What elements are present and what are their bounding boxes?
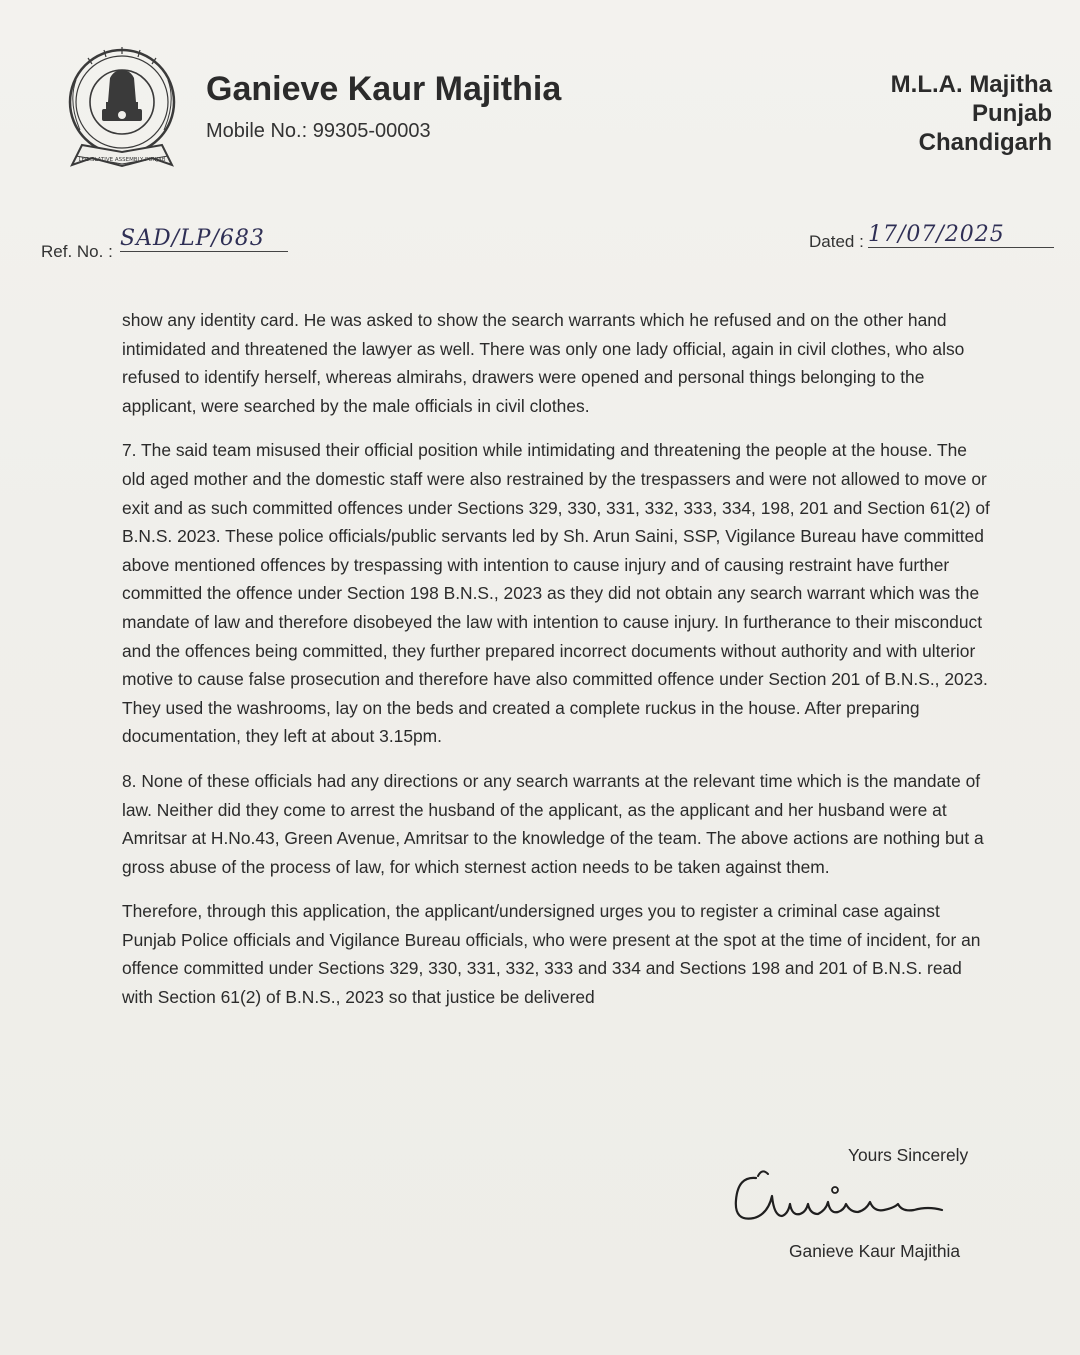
sender-mobile: Mobile No.: 99305-00003 — [206, 120, 431, 142]
designation-city: Chandigarh — [918, 129, 1052, 156]
dated-label: Dated : — [809, 232, 864, 251]
emblem-label: LEGISLATIVE ASSEMBLY PUNJAB — [78, 157, 166, 163]
designation-state: Punjab — [971, 100, 1052, 127]
ref-label: Ref. No. : — [41, 242, 113, 261]
letter-body — [122, 306, 992, 1028]
sender-name: Ganieve Kaur Majithia — [206, 70, 562, 108]
closing-salutation: Yours Sincerely — [848, 1145, 969, 1165]
signatory-name: Ganieve Kaur Majithia — [789, 1241, 961, 1261]
designation-block — [891, 70, 1052, 157]
ref-number: SAD/LP/683 — [120, 226, 288, 252]
designation-title: M.L.A. Majitha — [890, 71, 1052, 98]
paragraph: Therefore, through this application, the applicant/undersigned urges you to register a criminal case against Punjab Police officials and Vigilance Bureau officials, who were present at the spot at the time of incident, for an offence committed under Sections 329, 330, 331, 332, 333 and 334 and Sections 198 and 201 of B.N.S. read with Section 61(2) of B.N.S., 2023 so that justice be delivered — [122, 901, 981, 1008]
paragraph: 8. None of these officials had any directions or any search warrants at the relevant time which is the mandate of law. Neither did they come to arrest the husband of the applicant, as the applicant and her husband were at Amritsar at H.No.43, Green Avenue, Amritsar to the knowledge of the team. The above actions are nothing but a gross abuse of the process of law, for which sternest action needs to be taken against them. — [122, 770, 984, 877]
handwritten-signature — [728, 1160, 958, 1240]
dated-value: 17/07/2025 — [868, 222, 1054, 248]
paragraph: 7. The said team misused their official position while intimidating and threatening the people at the house. The old aged mother and the domestic staff were also restrained by the trespassers and were not allowed to move or exit and as such committed offences under Sections 329, 330, 331, 332, 333, 334, 198, 201 and Section 61(2) of B.N.S. 2023. These police officials/public servants led by Sh. Arun Saini, SSP, Vigilance Bureau have committed above mentioned offences by trespassing with intention to cause injury and of causing restraint have further committed the offence under Section 198 B.N.S., 2023 as they did not obtain any search warrant which was the mandate of law and therefore disobeyed the law with intention to cause injury. In furtherance to their misconduct and the offences being committed, they further prepared incorrect documents without authority and with ulterior motive to cause false prosecution and therefore have also committed offence under Section 201 of B.N.S., 2023. They used the washrooms, lay on the beds and created a complete ruckus in the house. After preparing documentation, they left at about 3.15pm. — [122, 440, 990, 747]
paragraph: show any identity card. He was asked to show the search warrants which he refused and on the other hand intimidated and threatened the lawyer as well. There was only one lady official, again in civil clothes, who also refused to identify herself, whereas almirahs, drawers were opened and personal things belonging to the applicant, were searched by the male officials in civil clothes. — [122, 310, 965, 416]
legislative-assembly-emblem-icon — [62, 40, 182, 190]
